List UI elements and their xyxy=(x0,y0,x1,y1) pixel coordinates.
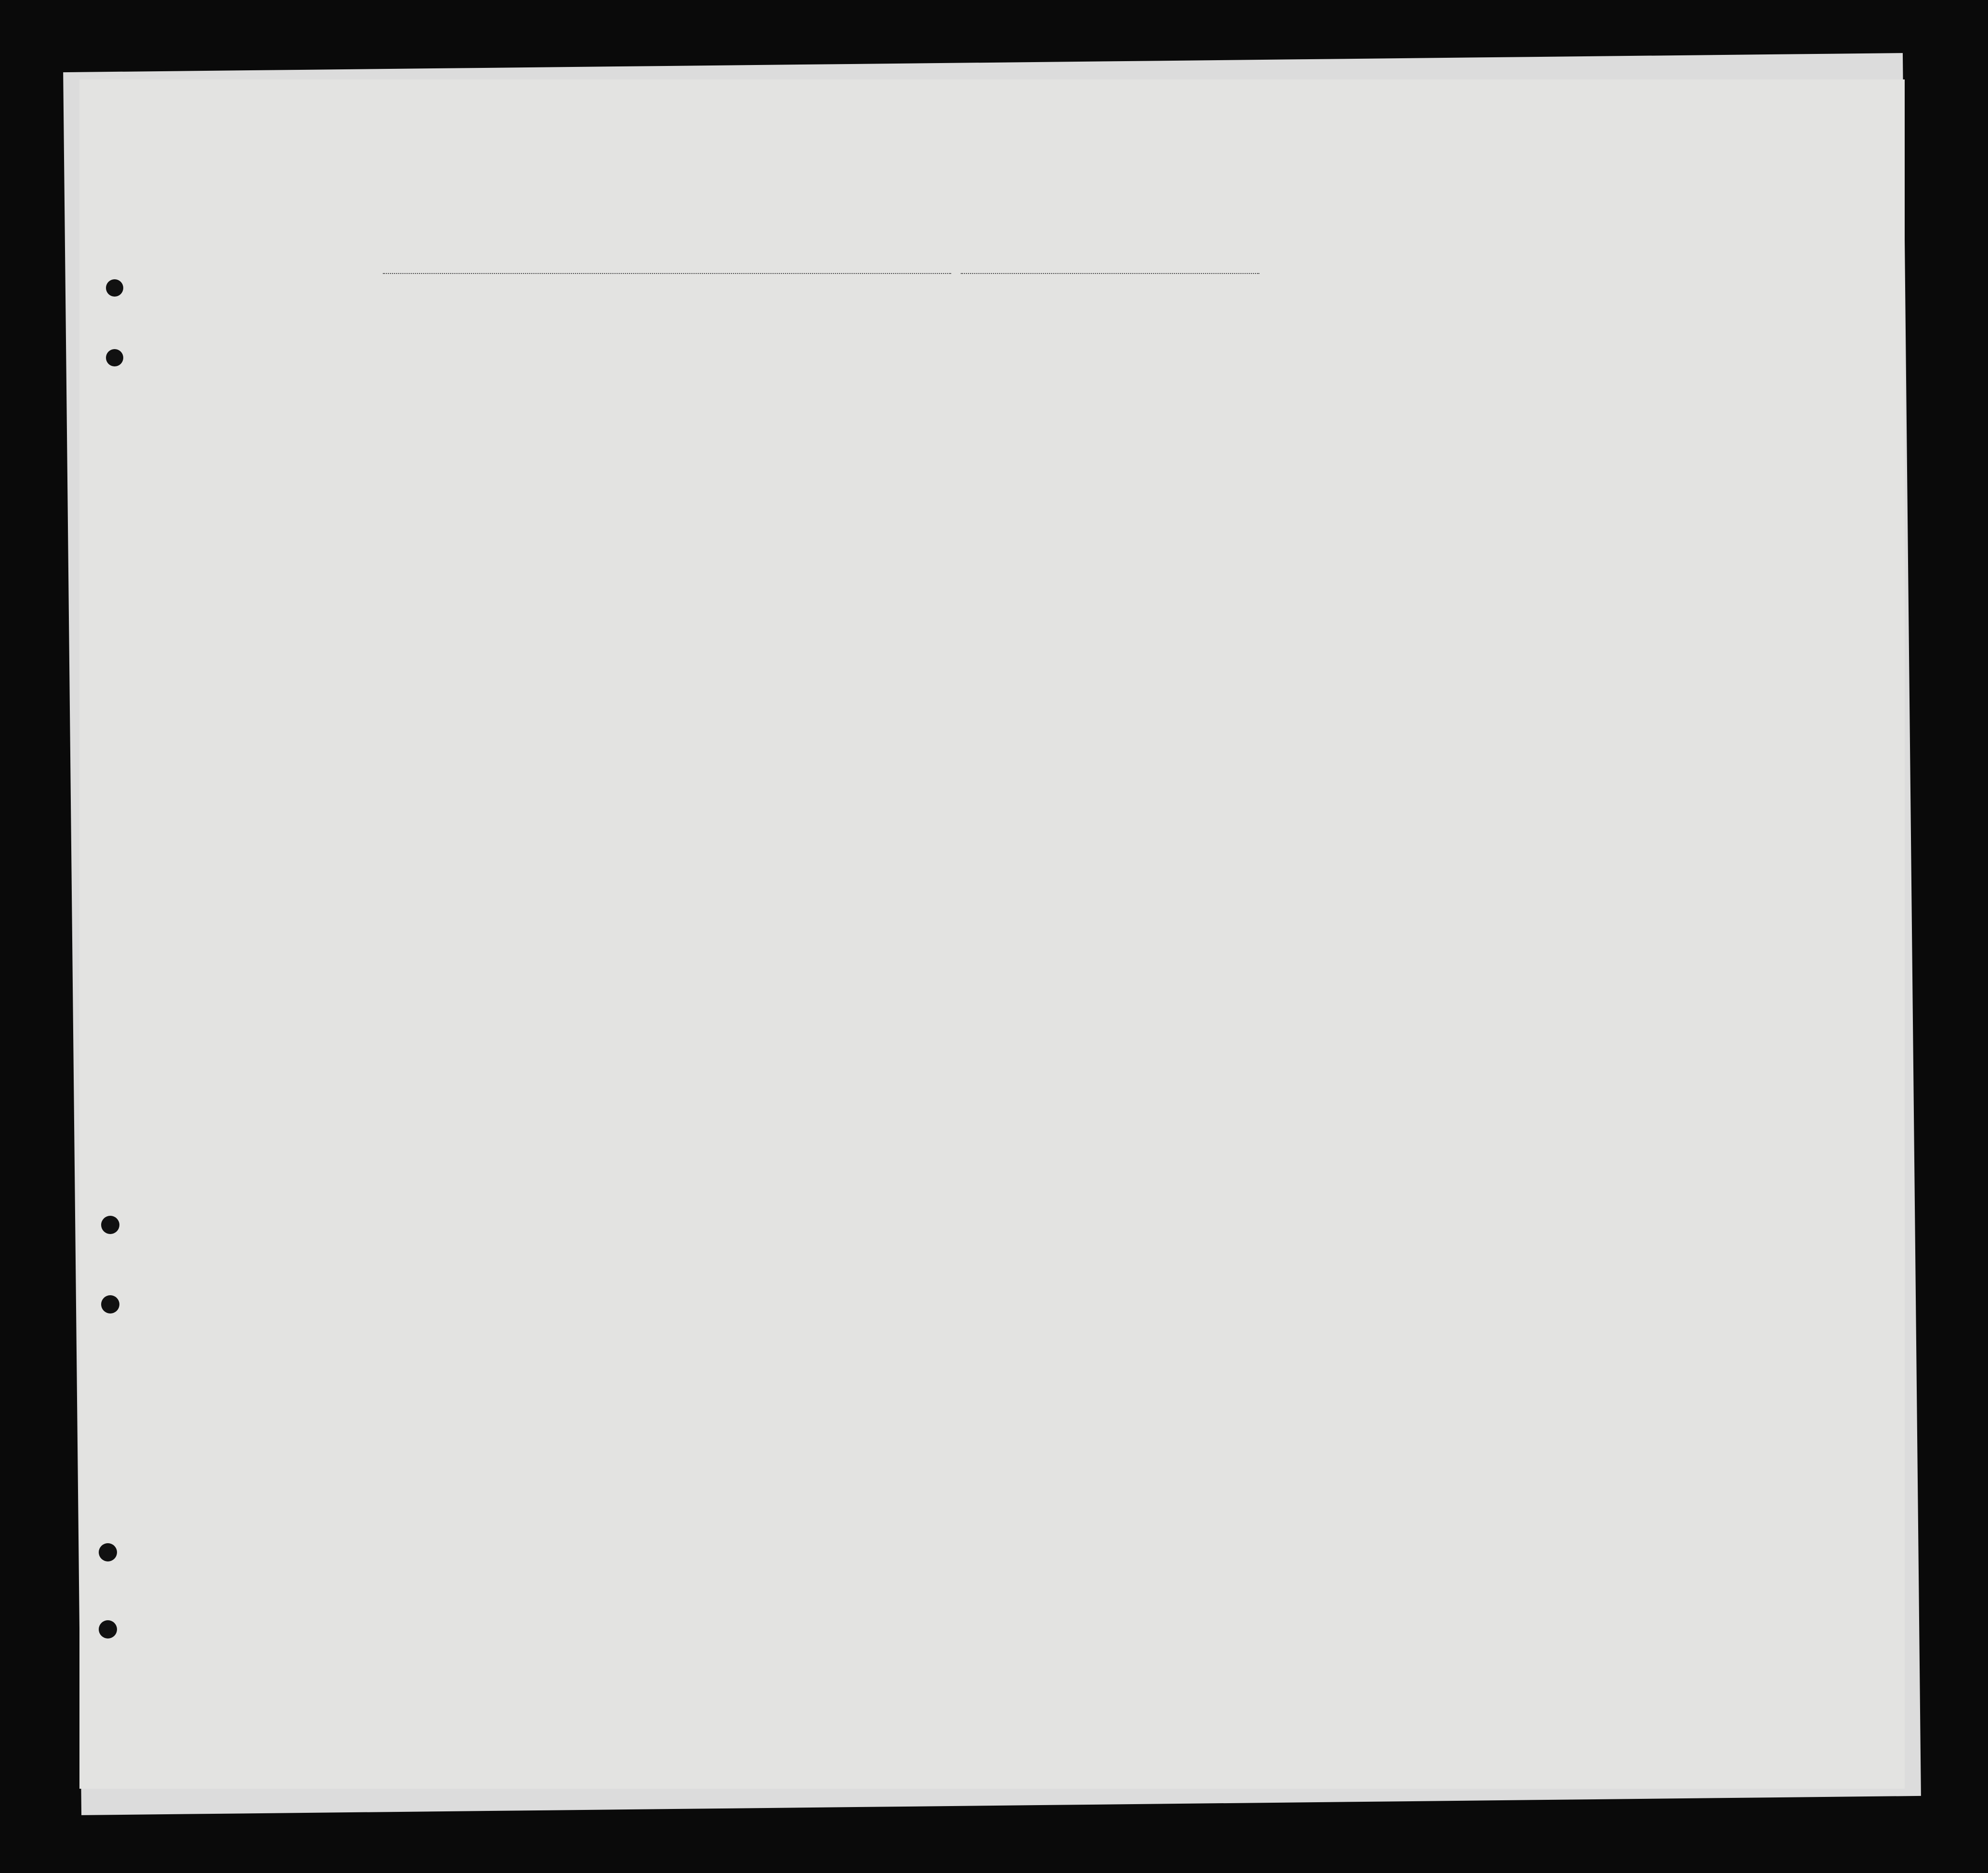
table-grid xyxy=(79,79,1905,1789)
manifest-sheet xyxy=(79,79,1905,1789)
